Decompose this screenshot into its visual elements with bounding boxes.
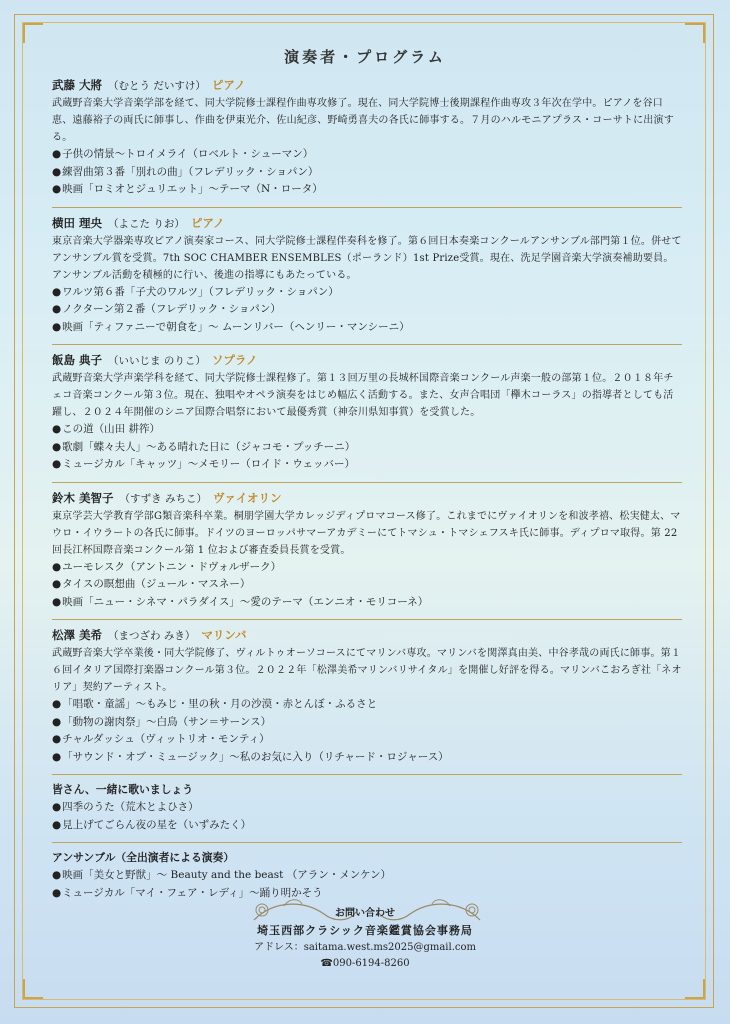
program-item: ● 練習曲第３番「別れの曲」（フレデリック・ショパン） — [52, 164, 682, 182]
section-divider — [52, 344, 682, 345]
program-item: ● 映画「ティファニーで朝食を」〜 ムーンリバー（ヘンリー・マンシーニ） — [52, 319, 682, 337]
program-item: ● 「動物の謝肉祭」〜白鳥（サン＝サーンス） — [52, 714, 682, 732]
performer-instrument: マリンバ — [201, 628, 247, 642]
program-item: ● 子供の情景〜トロイメライ（ロベルト・シューマン） — [52, 146, 682, 164]
program-list — [52, 284, 682, 337]
performer-section — [52, 76, 682, 204]
program-content — [52, 76, 682, 907]
program-item: ● 映画「ロミオとジュリエット」〜テーマ（N・ロータ） — [52, 181, 682, 199]
performer-bio: 東京学芸大学教育学部G類音楽科卒業。桐朋学園大学カレッジディプロマコース修了。これまでにヴァイオリンを和波孝禧、松実健太、マウロ・イウラートの各氏に師事。ドイツのヨーロッパサマーアカデミーにてトマシュ・トマシェフスキ氏に師事。ディプロマ取得。第 22 回長江杯国際音楽コンクール第 1 位および審査委員長賞を受賞。 — [52, 510, 681, 556]
program-item: ● チャルダッシュ（ヴィットリオ・モンティ） — [52, 731, 682, 749]
program-item: ● ユーモレスク（アントニン・ドヴォルザーク） — [52, 559, 682, 577]
section-divider — [52, 482, 682, 483]
performer-section — [52, 351, 682, 479]
performer-bio: 武蔵野音楽大学声楽学科を経て、同大学院修士課程修了。第１３回万里の長城杯国際音楽コンクール声楽一般の部第１位。２０１８年チェコ音楽コンクール第３位。現在、独唱やオペラ演奏をはじめ幅広く活動する。また、女声合唱団「欅木コーラス」の指導者としても活躍し、２０２４年開催のシニア国際合唱祭において最優秀賞（神奈川県知事賞）を受賞した。 — [52, 373, 674, 418]
performer-name: 武藤 大將 — [52, 78, 103, 92]
program-list — [52, 421, 682, 474]
performer-reading: （むとう だいすけ） — [108, 80, 206, 92]
performer-bio: 武蔵野音楽大学音楽学部を経て、同大学院修士課程作曲専攻修了。現在、同大学院博士後期課程作曲専攻３年次在学中。ピアノを谷口恵、遠藤裕子の両氏に師事し、作曲を伊東光介、佐山紀彦、野崎勇喜夫の各氏に師事する。７月のハルモニアプラス・コーサトに出演する。 — [52, 98, 674, 143]
performer-instrument: ピアノ — [190, 215, 225, 230]
section-divider — [52, 619, 682, 620]
performer-bio: 武蔵野音楽大学卒業後・同大学院修了、ヴィルトゥオーソコースにてマリンバ専攻。マリンバを関澤真由美、中谷孝哉の両氏に師事。第１６回イタリア国際打楽器コンクール第３位。２０２２年「松澤美希マリンバリサイタル」を開催し好評を得る。マリンバこおろぎ社「ネオリア」契約アーティスト。 — [52, 648, 682, 693]
performer-reading: （まつざわ みき） — [108, 630, 196, 642]
performer-name: 飯島 典子 — [52, 353, 103, 367]
page-title: 演奏者・プログラム — [284, 48, 446, 66]
performer-reading: （よこた りお） — [108, 217, 185, 230]
section-divider — [52, 207, 682, 208]
contact-email: アドレス：saitama.west.ms2025@gmail.com — [254, 942, 476, 953]
contact-phone: ☎090-6194-8260 — [320, 958, 410, 969]
program-item: ● この道（山田 耕筰） — [52, 421, 682, 439]
program-item: ● ミュージカル「マイ・フェア・レディ」〜踊り明かそう — [52, 885, 682, 903]
performer-section — [52, 626, 682, 771]
contact-footer — [0, 906, 730, 972]
performer-instrument: ソプラノ — [211, 353, 258, 367]
program-item: ● ミュージカル「キャッツ」〜メモリー（ロイド・ウェッバー） — [52, 456, 682, 474]
performer-bio: 東京音楽大学器楽専攻ピアノ演奏家コース、同大学院修士課程伴奏科を修了。第６回日本奏楽コンクールアンサンブル部門第１位。併せてアンサンブル賞を受賞。7th SOC CHAMBER ENSEMBLES（ポーランド）1st Prize受賞。現在、洗足学園音楽大学演奏補助要員。アンサンブル活動を積極的に行い、後進の指導にもあたっている。 — [52, 235, 682, 281]
ensemble-heading: アンサンブル（全出演者による演奏） — [52, 851, 235, 864]
program-item: ● 見上げてごらん夜の星を（いずみたく） — [52, 817, 682, 835]
program-item: ● 「サウンド・オブ・ミュージック」〜私のお気に入り（リチャード・ロジャース） — [52, 749, 682, 767]
program-list — [52, 799, 682, 834]
program-list — [52, 867, 682, 902]
ensemble-section — [52, 849, 682, 907]
section-divider — [52, 842, 682, 843]
program-item: ● 映画「ニュー・シネマ・パラダイス」〜愛のテーマ（エンニオ・モリコーネ） — [52, 594, 682, 612]
program-item: ● 四季のうた（荒木とよひさ） — [52, 799, 682, 817]
program-item: ● ワルツ第６番「子犬のワルツ」（フレデリック・ショパン） — [52, 284, 682, 302]
program-list — [52, 146, 682, 199]
contact-label: お問い合わせ — [335, 908, 395, 919]
performer-name: 鈴木 美智子 — [52, 490, 114, 505]
performer-section — [52, 214, 682, 342]
performer-section — [52, 489, 682, 617]
program-item: ● 「唱歌・童謡」〜もみじ・里の秋・月の沙漠・赤とんぼ・ふるさと — [52, 696, 682, 714]
program-item: ● タイスの瞑想曲（ジュール・マスネー） — [52, 576, 682, 594]
singalong-heading: 皆さん、一緒に歌いましょう — [52, 783, 194, 796]
organization-name: 埼玉西部クラシック音楽鑑賞協会事務局 — [257, 924, 473, 937]
program-item: ● ノクターン第２番（フレデリック・ショパン） — [52, 301, 682, 319]
program-item: ● 歌劇「蝶々夫人」〜ある晴れた日に（ジャコモ・プッチーニ） — [52, 439, 682, 457]
singalong-section — [52, 781, 682, 839]
performer-reading: （いいじま のりこ） — [108, 355, 206, 367]
program-list — [52, 696, 682, 766]
performer-instrument: ヴァイオリン — [212, 490, 282, 505]
performer-instrument: ピアノ — [211, 78, 246, 92]
section-divider — [52, 774, 682, 775]
program-list — [52, 559, 682, 612]
performer-name: 松澤 美希 — [52, 628, 103, 642]
program-item: ● 映画「美女と野獣」〜 Beauty and the beast （アラン・メンケン） — [52, 867, 682, 885]
performer-reading: （すずき みちこ） — [119, 492, 207, 505]
performer-name: 横田 理央 — [52, 215, 103, 230]
